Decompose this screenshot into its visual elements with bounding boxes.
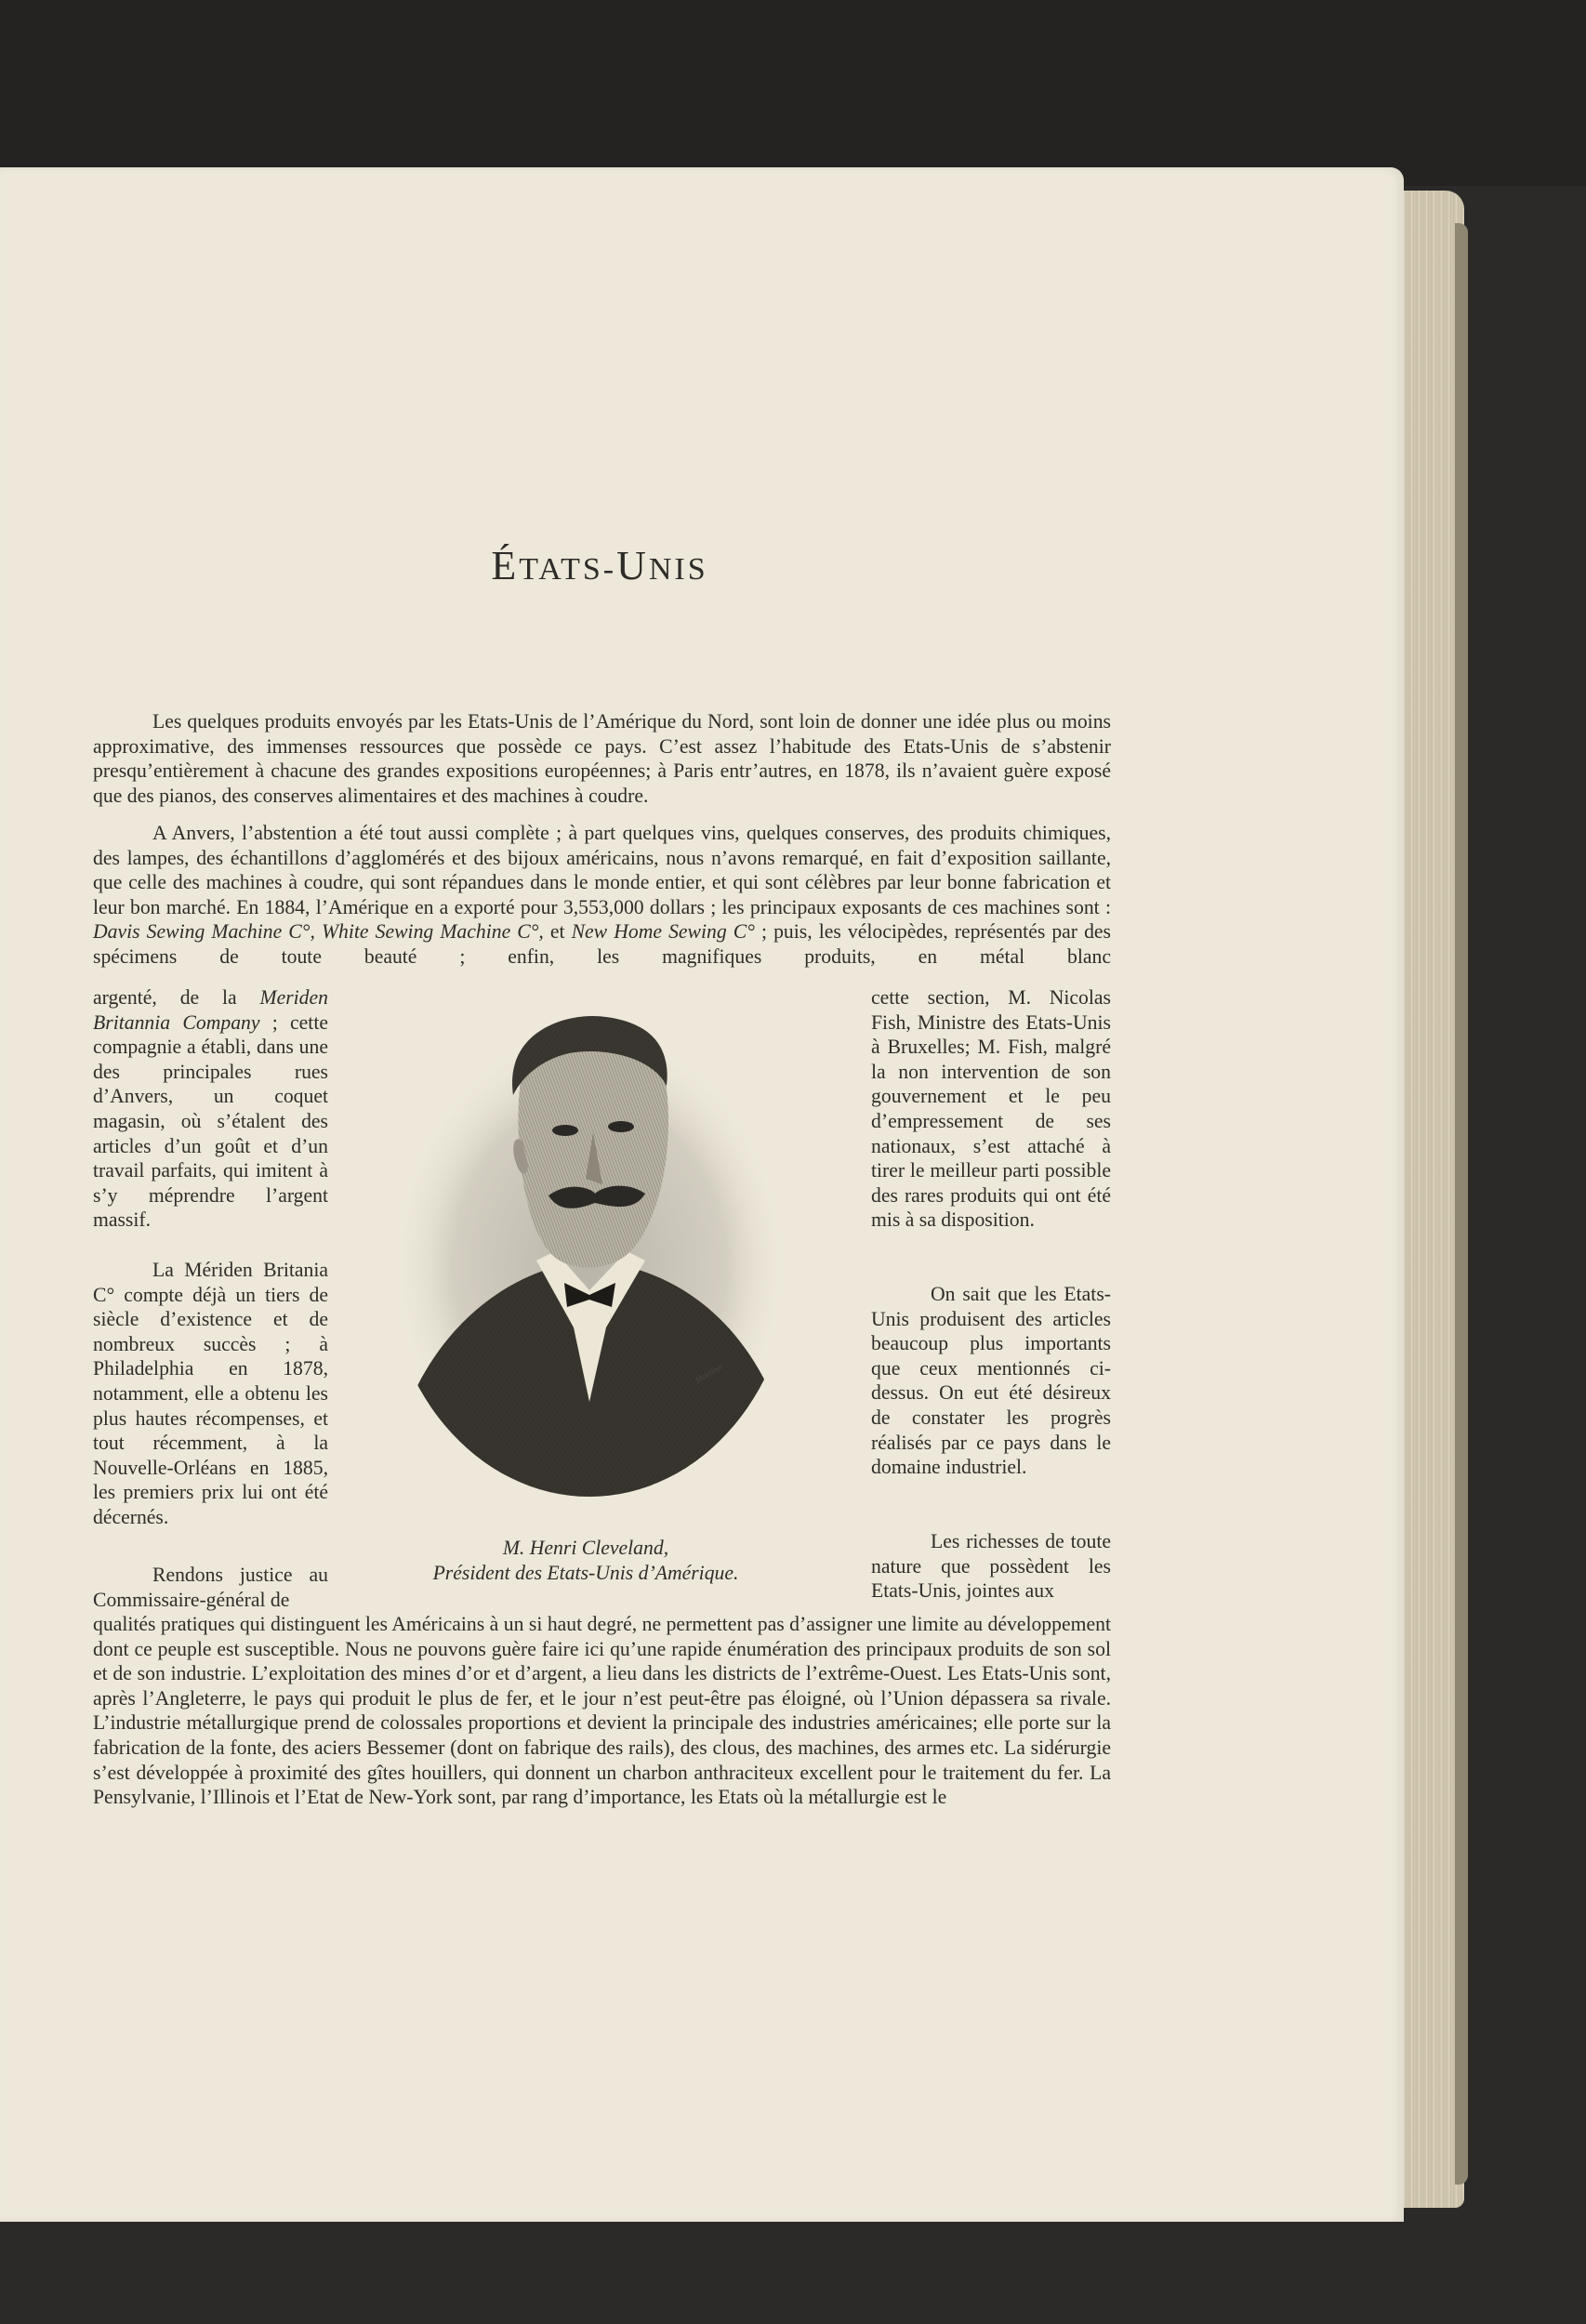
brand-davis: Davis Sewing Machine C°, [93,920,315,944]
page-title [0,542,1199,589]
title-part: TATS- [519,552,617,587]
portrait-caption [381,1536,790,1586]
caption-name: M. Henri Cleveland, [502,1537,669,1559]
conj-et: et [543,920,572,944]
caption-title: Président des Etats-Unis d’Amérique. [432,1562,739,1584]
title-initial: É [491,543,520,588]
left-column-meriden [93,985,328,1233]
title-part-tail: NIS [648,552,708,587]
brand-white: White Sewing Machine C°, [321,920,544,944]
svg-text:Mouliner: Mouliner [694,1361,726,1385]
title-initial-u: U [616,543,649,588]
brand-meriden: Meriden Britannia Company [93,986,328,1034]
left-text-a: argenté, de la [93,986,260,1009]
brand-new-home: New Home Sewing C° [571,920,755,944]
paragraph-anvers-text: A Anvers, l’abstention a été tout aussi complète ; à part quelques vins, quelques conserves, des produits chimiques, des lampes, des échantillons d’agglomérés et des bijoux américains, nous n’avons remarqué, en fait d’exposition saillante, que celle des machines à coudre, qui sont répandues dans le monde entier, et qui sont célèbres par leur bonne fabrication et leur bon marché. En 1884, l’Amérique en a exporté pour 3,553,000 dollars ; les principaux exposants de ces machines sont : [93,822,1111,918]
dark-background [0,0,1586,186]
left-text-b: ; cette compagnie a établi, dans une des principales rues d’Anvers, un coquet magasin, où s’étalent des articles d’un goût et d’un travail parfaits, qui imitent à s’y méprendre l’argent massif. [93,1010,328,1232]
right-column-fish: cette section, M. Nicolas Fish, Ministre des Etats-Unis à Bruxelles; M. Fish, malgré la non intervention de son gouvernement et le peu d’empressement de ses nationaux, s’est attaché à tirer le meilleur parti possible des rares produits qui ont été mis à sa disposition. [871,986,1111,1232]
paragraph-anvers-end: ; puis, les vélocipèdes, représentés par des spécimens de toute beauté ; enfin, les magnifiques produits, en métal blanc [93,920,1111,968]
right-column-products: On sait que les Etats-Unis produisent des articles beaucoup plus importants que ceux mentionnés ci-dessus. On eut été désireux de constater les progrès réalisés par ce pays dans le domaine industriel. [871,1283,1111,1479]
book-cover-edge [1455,223,1468,2185]
paragraph-industry: qualités pratiques qui distinguent les Américains à un si haut degré, ne permettent pas d’assigner une limite au développement dont ce peuple est susceptible. Nous ne pouvons guère faire ici qu’une rapide énumération des principaux produits de son sol et de son industrie. L’exploitation des mines d’or et d’argent, a lieu dans les districts de l’extrême-Ouest. Les Etats-Unis sont, après l’Angleterre, le pays qui produit le plus de fer, et le jour n’est peut-être pas éloigné, où l’Union dépassera sa rivale. L’industrie métallurgique prend de colossales proportions et devient la principale des industries américaines; elle porte sur la fabrication de la fonte, des aciers Bessemer (dont on fabrique des rails), des clous, des machines, des armes etc. La sidérurgie s’est développée à proximité des gîtes houillers, qui donnent un charbon anthraciteux excellent pour le traitement du fer. La Pensylvanie, l’Illinois et l’Etat de New-York sont, par rang d’importance, les Etats où la métallurgie est le [93,1613,1111,1809]
portrait-engraving [383,1011,796,1500]
right-column-richesses: Les richesses de toute nature que possèdent les Etats-Unis, jointes aux [871,1530,1111,1603]
left-column-justice: Rendons justice au Commissaire-général de [93,1564,328,1611]
paragraph-intro: Les quelques produits envoyés par les Etats-Unis de l’Amérique du Nord, sont loin de donner une idée plus ou moins approximative, des immenses ressources que possède ce pays. C’est assez l’habitude des Etats-Unis de s’abstenir presqu’entièrement à chacune des grandes expositions européennes; à Paris entr’autres, en 1878, ils n’avaient guère exposé que des pianos, des conserves alimentaires et des machines à coudre. [93,710,1111,807]
paragraph-anvers [93,821,1111,970]
left-column-britania: La Mériden Britania C° compte déjà un tiers de siècle d’existence et de nombreux succès ; à Philadelphia en 1878, notamment, elle a obtenu les plus hautes récompenses, et tout récemment, à la Nouvelle-Orléans en 1885, les premiers prix lui ont été décernés. [93,1259,328,1528]
